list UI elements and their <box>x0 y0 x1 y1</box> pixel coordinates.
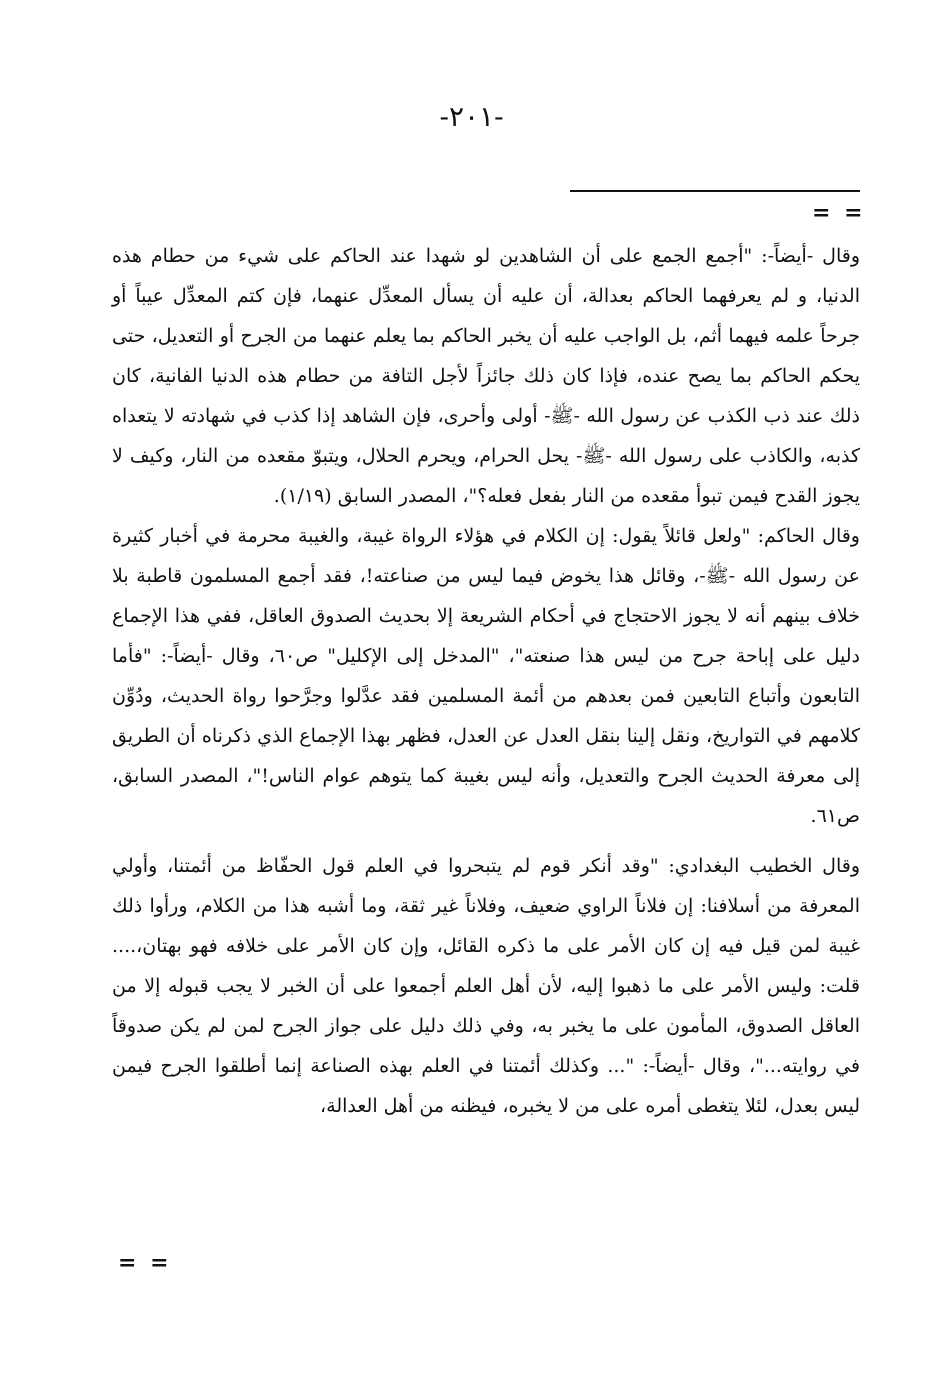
continuation-mark-bottom: = = <box>118 1250 172 1276</box>
footnote-divider <box>570 190 860 192</box>
footnote-paragraph: وقال -أيضاً-: "أجمع الجمع على أن الشاهدين لو شهدا عند الحاكم على شيء من حطام هذه الدنيا، و لم يعرفهما الحاكم بعدالة، أن عليه أن يسأل المعدِّل عنهما، فإن كتم المعدِّل عيباً أو جرحاً علمه فيهما أثم، بل الواجب عليه أن يخبر الحاكم بما يعلم عنهما من الجرح أو التعديل، حتى يحكم الحاكم بما يصح عنده، فإذا كان ذلك جائزاً لأجل التافة من حطام هذه الدنيا الفانية، كان ذلك عند ذب الكذب عن رسول الله -ﷺ- أولى وأحرى، فإن الشاهد إذا كذب في شهادته لا يتعداه كذبه، والكاذب على رسول الله -ﷺ- يحل الحرام، ويحرم الحلال، ويتبوّ مقعده من النار، وكيف لا يجوز القدح فيمن تبوأ مقعده من النار بفعل فعله؟"، المصدر السابق (١/١٩). <box>112 245 860 507</box>
footnote-text <box>112 236 860 1126</box>
page-number: -٢٠١- <box>439 100 504 133</box>
continuation-mark-top: = = <box>812 200 866 226</box>
footnote-paragraph: وقال الخطيب البغدادي: "وقد أنكر قوم لم يتبحروا في العلم قول الحفّاظ من أئمتنا، وأولي المعرفة من أسلافنا: إن فلاناً الراوي ضعيف، وفلاناً غير ثقة، وما أشبه هذا من الكلام، ورأوا ذلك غيبة لمن قيل فيه إن كان الأمر على ما ذكره القائل، وإن كان الأمر على خلافه فهو بهتان،.... قلت: وليس الأمر على ما ذهبوا إليه، لأن أهل العلم أجمعوا على أن الخبر لا يجب قبوله إلا من العاقل الصدوق، المأمون على ما يخبر به، وفي ذلك دليل على جواز الجرح لمن لم يكن صدوقاً في روايته..."، وقال -أيضاً-: "... وكذلك أئمتنا في العلم بهذه الصناعة إنما أطلقوا الجرح فيمن ليس بعدل، لئلا يتغطى أمره على من لا يخبره، فيظنه من أهل العدالة، <box>112 855 860 1117</box>
footnote-paragraph: وقال الحاكم: "ولعل قائلاً يقول: إن الكلام في هؤلاء الرواة غيبة، والغيبة محرمة في أخبار كثيرة عن رسول الله -ﷺ-، وقائل هذا يخوض فيما ليس من صناعته!، فقد أجمع المسلمون قاطبة بلا خلاف بينهم أنه لا يجوز الاحتجاج في أحكام الشريعة إلا بحديث الصدوق العاقل، ففي هذا الإجماع دليل على إباحة جرح من ليس هذا صنعته"، "المدخل إلى الإكليل" ص٦٠، وقال -أيضاً-: "فأما التابعون وأتباع التابعين فمن بعدهم من أئمة المسلمين فقد عدَّلوا وجرَّحوا رواة الحديث، ودُوِّن كلامهم في التواريخ، ونقل إلينا بنقل العدل عن العدل، فظهر بهذا الإجماع الذي ذكرناه أن الطريق إلى معرفة الحديث الجرح والتعديل، وأنه ليس بغيبة كما يتوهم عوام الناس!"، المصدر السابق، ص٦١. <box>112 525 860 827</box>
